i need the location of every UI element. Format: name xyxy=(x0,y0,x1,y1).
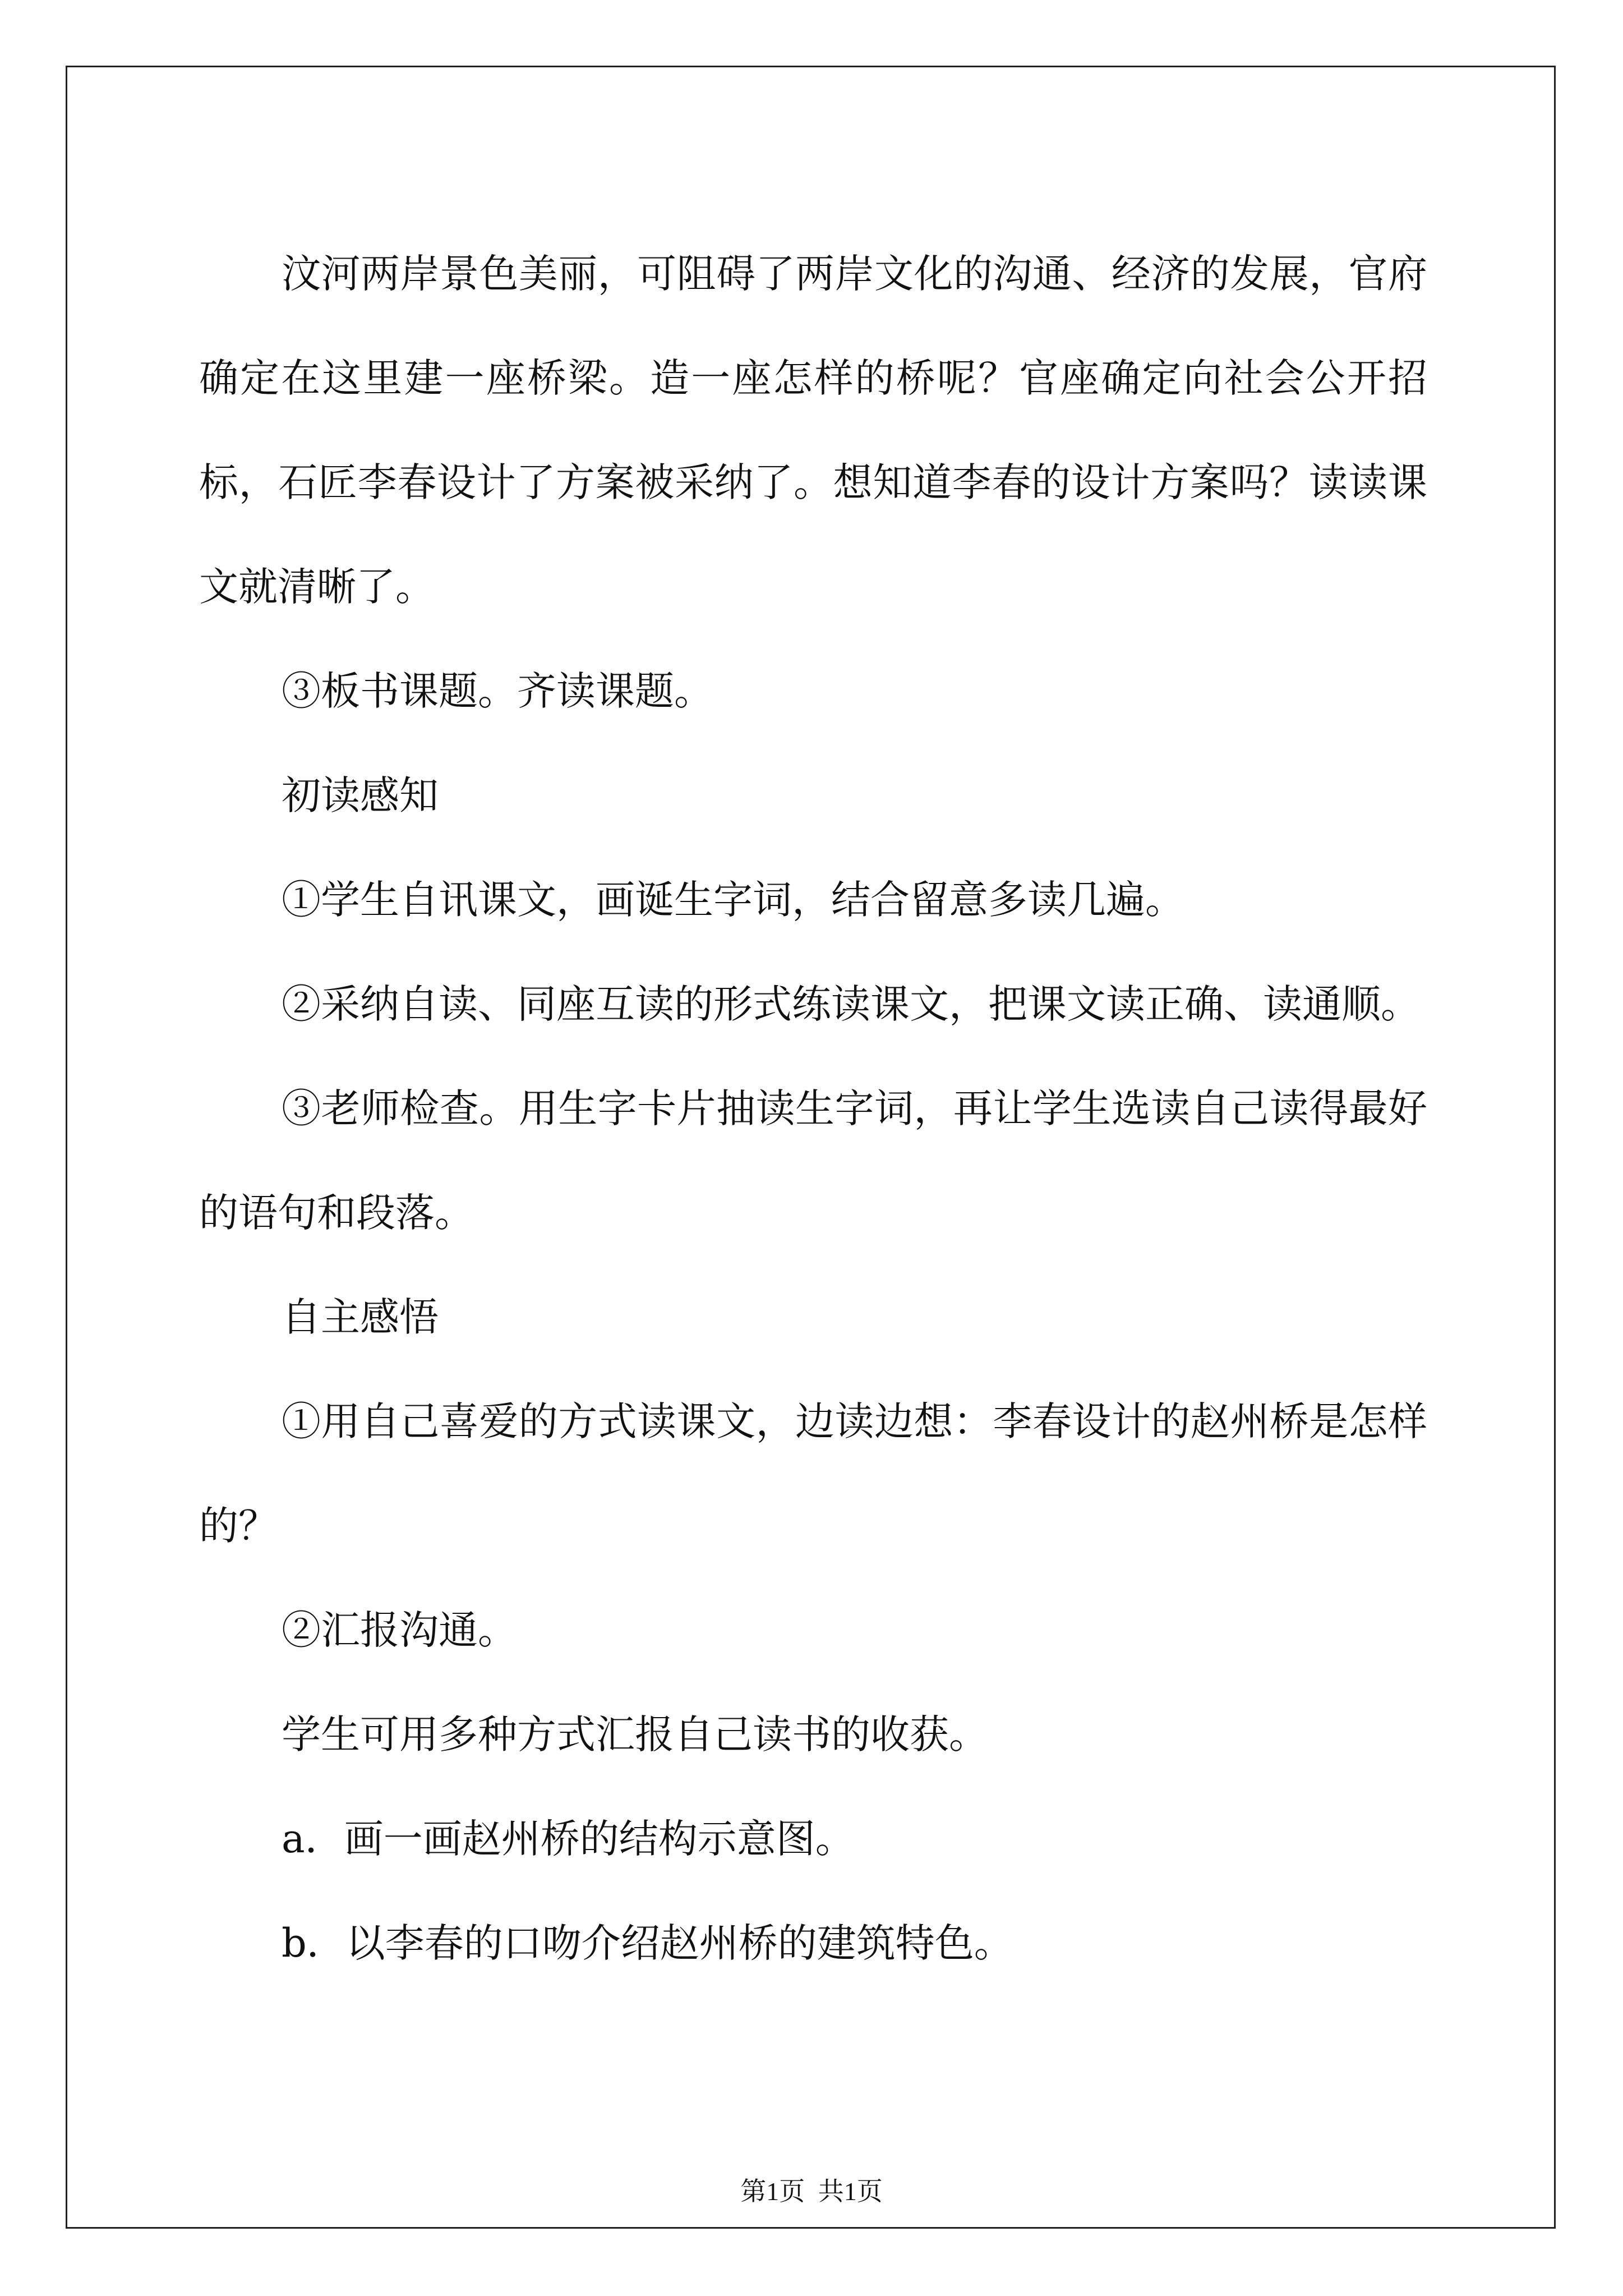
paragraph: 汶河两岸景色美丽，可阻碍了两岸文化的沟通、经济的发展，官府确定在这里建一座桥梁。造一座怎样的桥呢？官座确定向社会公开招标，石匠李春设计了方案被采纳了。想知道李春的设计方案吗？读读课文就清晰了。 xyxy=(199,251,1427,610)
page-footer xyxy=(0,2171,1623,2208)
paragraph: ①用自己喜爱的方式读课文，边读边想：李春设计的赵州桥是怎样的？ xyxy=(199,1398,1427,1549)
section-heading: 初读感知 xyxy=(282,772,439,818)
paragraph: b．以李春的口吻介绍赵州桥的建筑特色。 xyxy=(282,1920,1013,1966)
paragraph: ②采纳自读、同座互读的形式练读课文，把课文读正确、读通顺。 xyxy=(282,981,1420,1027)
paragraph: 学生可用多种方式汇报自己读书的收获。 xyxy=(282,1711,988,1757)
paragraph: ①学生自讯课文，画诞生字词，结合留意多读几遍。 xyxy=(282,877,1184,923)
page-total: 共1页 xyxy=(818,2177,883,2206)
paragraph: ③老师检查。用生字卡片抽读生字词，再让学生选读自己读得最好的语句和段落。 xyxy=(199,1085,1427,1236)
paragraph: ③板书课题。齐读课题。 xyxy=(282,668,713,714)
section-heading: 自主感悟 xyxy=(282,1294,439,1340)
page-number: 第1页 xyxy=(740,2177,805,2206)
paragraph: a．画一画赵州桥的结构示意图。 xyxy=(282,1816,855,1862)
paragraph: ②汇报沟通。 xyxy=(282,1607,517,1653)
document-body xyxy=(199,222,1427,1995)
